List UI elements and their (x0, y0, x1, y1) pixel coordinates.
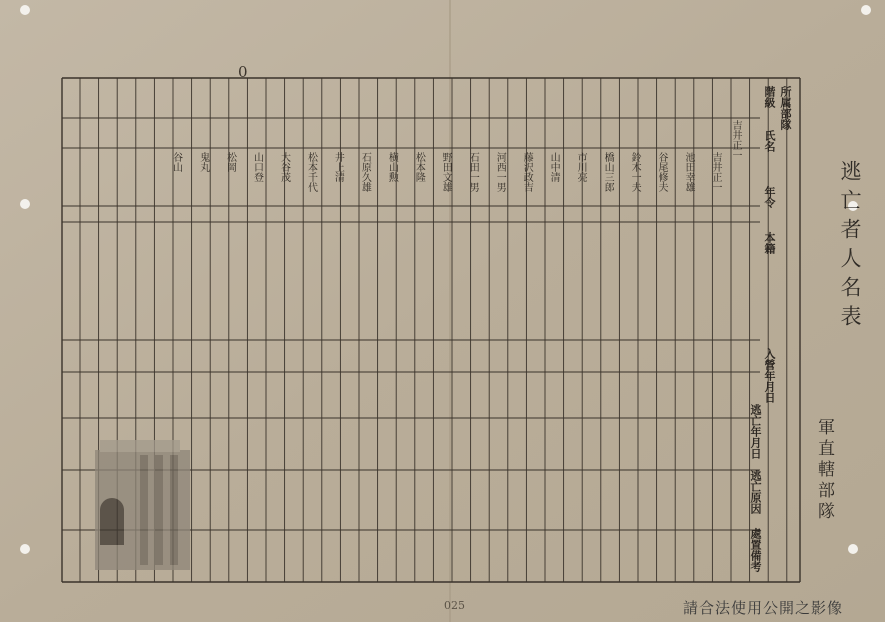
header-remarks: 處置備考 (749, 528, 762, 572)
row-name: 河西一男 (494, 152, 506, 192)
header-age: 年令 (763, 186, 776, 208)
punch-hole-left-lower (20, 544, 30, 554)
first-entry-name: 吉井正一 (730, 120, 741, 160)
row-name: 鬼丸 (197, 152, 209, 172)
row-name: 横山勲 (386, 152, 398, 182)
header-reason: 逃亡原因 (749, 470, 762, 514)
header-name: 氏名 (763, 130, 776, 152)
punch-hole-right-top (861, 5, 871, 15)
punch-hole-left-top (20, 5, 30, 15)
row-name: 大谷茂 (278, 152, 290, 182)
punch-hole-left-upper (20, 199, 30, 209)
row-name: 松本隆 (413, 152, 425, 182)
row-name: 松本千代 (305, 152, 317, 192)
row-name: 山中清 (548, 152, 560, 182)
punch-hole-right-lower (848, 544, 858, 554)
page-number: 025 (444, 599, 465, 612)
row-name: 藤沢政吉 (521, 152, 533, 192)
archive-stamp (95, 440, 190, 570)
row-name: 山口登 (251, 152, 263, 182)
row-name: 野田文雄 (440, 152, 452, 192)
row-name: 石原久雄 (359, 152, 371, 192)
row-name: 池田幸雄 (683, 152, 695, 192)
row-name: 市川亮 (575, 152, 587, 182)
header-rank: 階級 (763, 86, 776, 108)
row-name: 谷尾修夫 (656, 152, 668, 192)
row-name: 鈴木一夫 (629, 152, 641, 192)
header-affiliation: 所属部隊 (779, 86, 792, 130)
header-domicile: 本籍 (763, 232, 776, 254)
document-title: 逃亡者人名表 (838, 160, 862, 334)
row-name: 吉井正一 (710, 152, 721, 192)
unit-label: 軍直轄部隊 (814, 418, 834, 523)
header-enlist-date: 入營年月日 (763, 348, 776, 403)
row-name: 橋山三郎 (602, 152, 614, 192)
row-name: 谷山 (170, 152, 182, 172)
corner-mark: 0 (238, 63, 248, 81)
header-desert-date: 逃亡年月日 (749, 404, 762, 459)
row-name: 石田一男 (467, 152, 479, 192)
row-name: 井上清 (332, 152, 344, 182)
usage-notice: 請合法使用公開之影像 (683, 599, 844, 617)
row-name: 松岡 (224, 152, 236, 172)
